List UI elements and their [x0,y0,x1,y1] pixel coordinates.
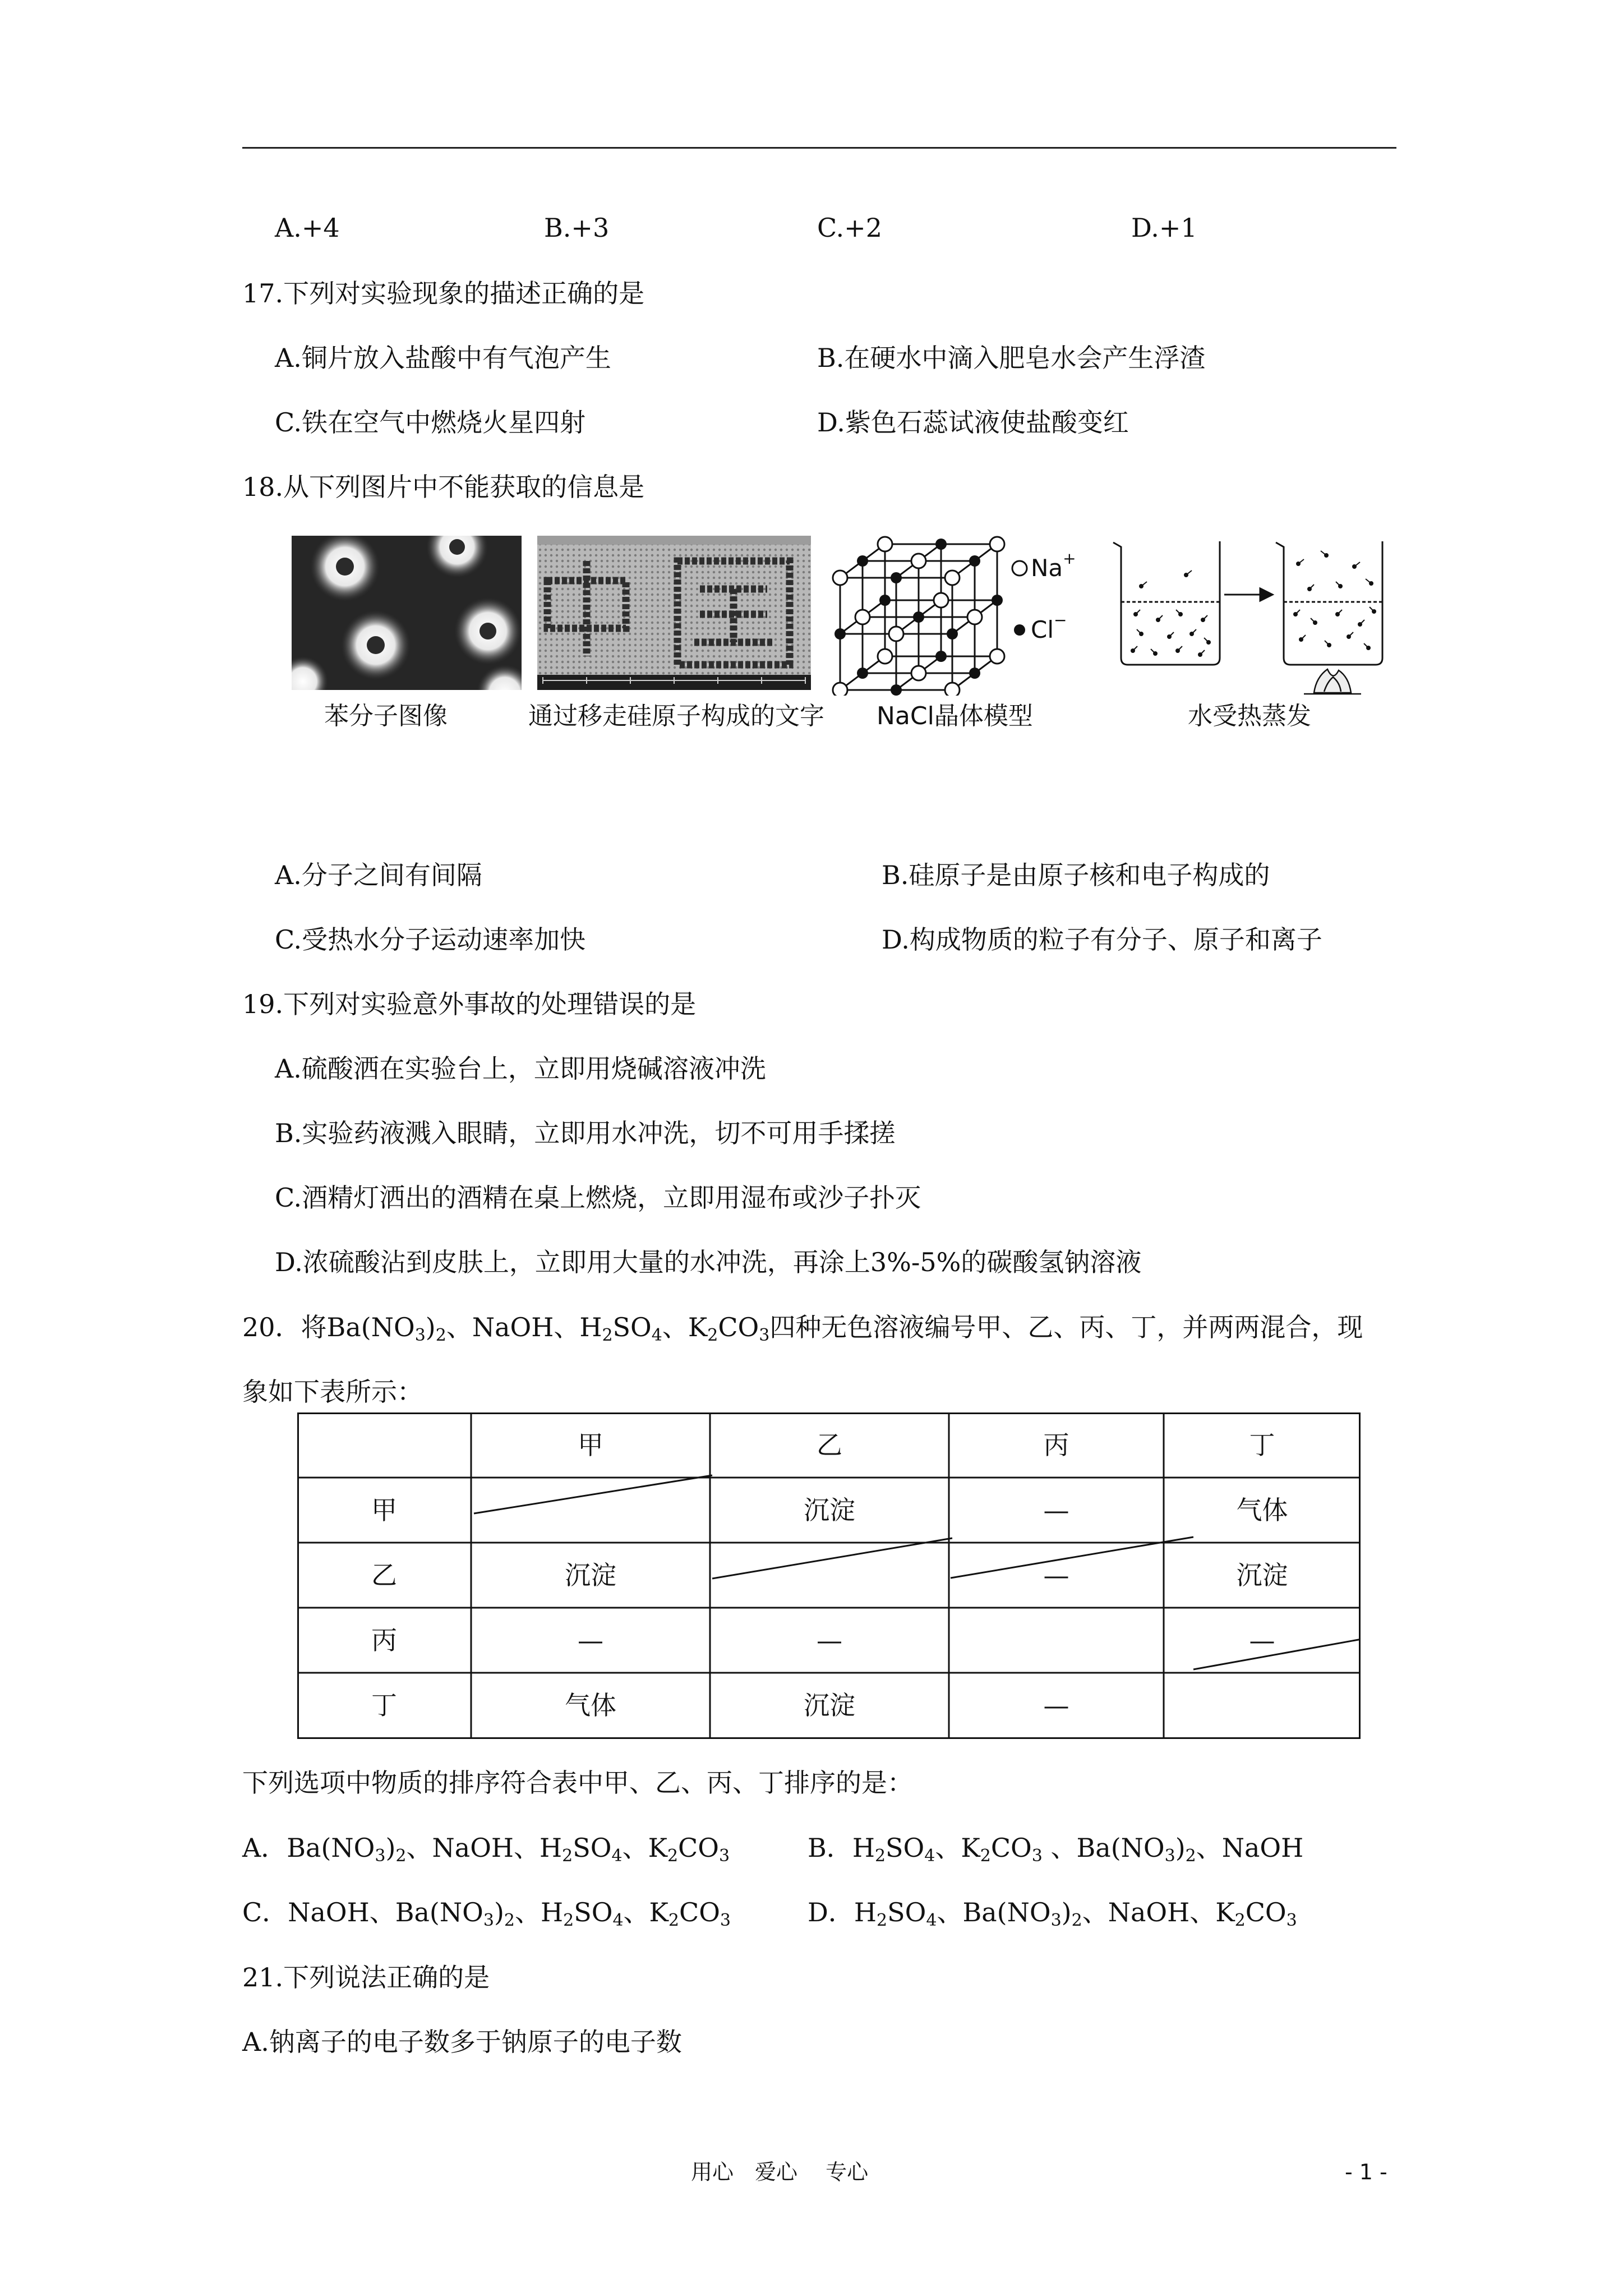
col-header-jia: 甲 [578,1430,603,1460]
cell-yi-jia: 沉淀 [565,1560,616,1590]
cell-ding-yi: 沉淀 [804,1690,855,1720]
q17-option-a: A.铜片放入盐酸中有气泡产生 [275,343,611,373]
cell-bing-ding: — [1249,1625,1275,1655]
row-header-jia: 甲 [371,1495,397,1525]
diagonal-jia-jia [474,1475,712,1513]
q17-option-d: D.紫色石蕊试液使盐酸变红 [817,407,1129,438]
caption-silicon-text: 通过移走硅原子构成的文字 [528,702,824,730]
water-evaporation-diagram [1108,530,1402,698]
cell-jia-ding: 气体 [1236,1495,1288,1525]
q21-stem: 21.下列说法正确的是 [242,1962,490,1993]
q18-option-b: B.硅原子是由原子核和电子构成的 [882,860,1270,890]
cl-ion-legend-symbol [1014,624,1025,636]
q20-stem-prefix: 20．将 [242,1312,327,1342]
q18-option-c: C.受热水分子运动速率加快 [275,924,586,955]
diagonal-yi-yi [712,1538,952,1579]
q20-question: 下列选项中物质的排序符合表中甲、乙、丙、丁排序的是： [242,1768,913,1798]
silicon-atom-text-image [537,536,811,690]
q18-option-a: A.分子之间有间隔 [275,860,482,890]
caption-water: 水受热蒸发 [1188,702,1311,730]
na-ion-label: Na+ [1031,549,1076,582]
footer-motto: 用心 爱心 专心 [691,2160,869,2184]
caption-nacl: NaCl晶体模型 [877,702,1033,730]
page-number: - 1 - [1345,2160,1387,2184]
q20-option-d-letter: D． [808,1897,854,1927]
row-header-yi: 乙 [371,1560,397,1590]
q19-option-c: C.酒精灯洒出的酒精在桌上燃烧，立即用湿布或沙子扑灭 [275,1182,921,1213]
q16-option-c: C.+2 [817,213,882,243]
benzene-molecule-image [292,536,522,690]
q20-stem-line1: 20．将$Ba(NO_3)_2$、NaOH、$H_2SO_4$、$K_2CO_3$四种无色溶液编号甲、乙、丙、丁，并两两混合，现 [242,1312,1363,1345]
cell-jia-bing: — [1043,1495,1069,1525]
q20-reaction-table [297,1412,1361,1739]
q20-option-c-letter: C． [242,1897,288,1927]
row-header-bing: 丙 [371,1625,397,1655]
q20-option-a: A．$Ba(NO_3)_2$、NaOH、$H_2SO_4$、$K_2CO_3$ [242,1833,730,1866]
q17-stem: 17.下列对实验现象的描述正确的是 [242,278,645,309]
header-rule [242,147,1396,149]
cell-yi-ding: 沉淀 [1236,1560,1288,1590]
q19-stem: 19.下列对实验意外事故的处理错误的是 [242,989,697,1019]
q19-option-b: B.实验药液溅入眼睛，立即用水冲洗，切不可用手揉搓 [275,1118,896,1148]
q16-option-d: D.+1 [1131,213,1197,243]
cell-ding-jia: 气体 [565,1690,616,1720]
cell-jia-yi: 沉淀 [804,1495,855,1525]
q20-option-a-letter: A． [242,1833,287,1863]
q19-option-a: A.硫酸洒在实验台上，立即用烧碱溶液冲洗 [275,1053,766,1084]
q19-option-d: D.浓硫酸沾到皮肤上，立即用大量的水冲洗，再涂上3%-5%的碳酸氢钠溶液 [275,1247,1142,1277]
row-header-ding: 丁 [371,1690,397,1720]
cell-bing-yi: — [817,1625,842,1655]
q16-option-a: A.+4 [275,213,340,243]
q21-option-a: A.钠离子的电子数多于钠原子的电子数 [242,2027,682,2057]
na-ion-legend-symbol [1012,561,1027,576]
cell-bing-jia: — [578,1625,603,1655]
col-header-yi: 乙 [817,1430,842,1460]
cl-ion-label: Cl− [1031,611,1067,643]
q20-stem-suffix: 四种无色溶液编号甲、乙、丙、丁，并两两混合，现 [769,1312,1363,1342]
cell-yi-bing: — [1043,1560,1069,1590]
q18-option-d: D.构成物质的粒子有分子、原子和离子 [882,924,1322,955]
nacl-crystal-model [829,536,1092,696]
col-header-bing: 丙 [1043,1430,1069,1460]
q17-option-b: B.在硬水中滴入肥皂水会产生浮渣 [817,343,1206,373]
q20-option-b: B．$H_2SO_4$、$K_2CO_3$ 、$Ba(NO_3)_2$、NaOH [808,1833,1304,1866]
cell-ding-bing: — [1043,1690,1069,1720]
q18-stem: 18.从下列图片中不能获取的信息是 [242,472,645,502]
caption-benzene: 苯分子图像 [324,702,448,730]
q20-option-d: D．$H_2SO_4$、$Ba(NO_3)_2$、NaOH、$K_2CO_3$ [808,1897,1297,1930]
q20-option-c: C．NaOH、$Ba(NO_3)_2$、$H_2SO_4$、$K_2CO_3$ [242,1897,731,1930]
q20-stem-line2: 象如下表所示： [242,1377,423,1407]
col-header-ding: 丁 [1249,1430,1275,1460]
q20-option-b-letter: B． [808,1833,852,1863]
q16-option-b: B.+3 [544,213,610,243]
q17-option-c: C.铁在空气中燃烧火星四射 [275,407,586,438]
